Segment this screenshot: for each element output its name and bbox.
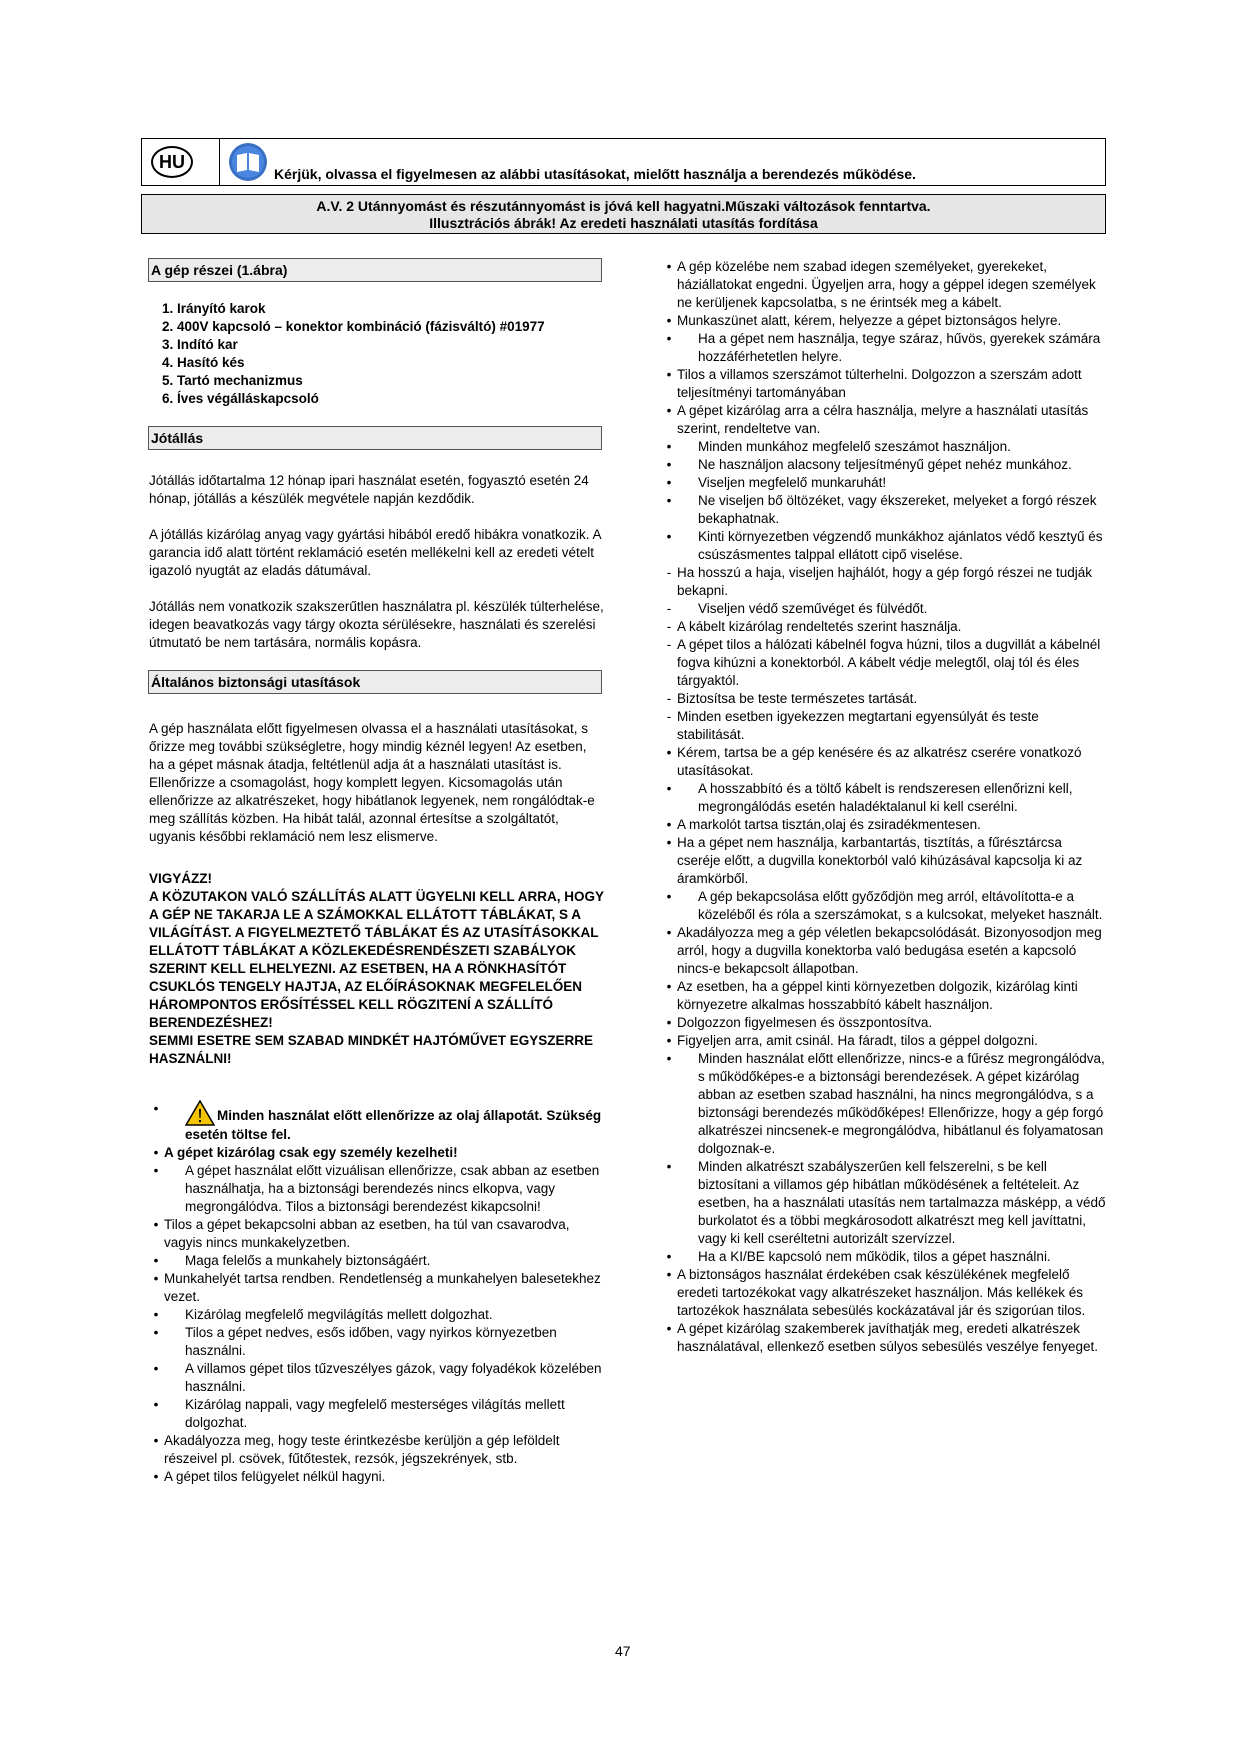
bullet-item (662, 1014, 1107, 1032)
bullet-marker: - (666, 565, 672, 580)
bullet-text: A gép bekapcsolása előtt győződjön meg arról, eltávolította-e a közeléből és róla a szerszámokat, s a kulcsokat, melyeket használt. (698, 889, 1103, 922)
bullet-text: Munkaszünet alatt, kérem, helyezze a gépet biztonságos helyre. (677, 313, 1062, 328)
bullet-item (662, 528, 1107, 564)
bullet-marker: • (153, 1325, 159, 1340)
bullet-text: Kérem, tartsa be a gép kenésére és az alkatrész cserére vonatkozó utasításokat. (677, 745, 1082, 778)
bullet-text: A gépet kizárólag csak egy személy kezelheti! (164, 1145, 458, 1160)
bullet-item (149, 1100, 604, 1144)
bullet-marker: • (666, 1249, 672, 1264)
right-bullet-list (662, 258, 1107, 1356)
bullet-marker: • (666, 493, 672, 508)
parts-list (149, 300, 604, 408)
bullet-text: Ne viseljen bő öltözéket, vagy ékszereket, melyeket a forgó részek bekaphatnak. (698, 493, 1097, 526)
parts-section-title: A gép részei (1.ábra) (148, 258, 602, 282)
bullet-item (149, 1306, 604, 1324)
bullet-marker: - (666, 709, 672, 724)
right-column (662, 258, 1107, 1356)
bullet-marker: - (666, 691, 672, 706)
bullet-text: Viseljen megfelelő munkaruhát! (698, 475, 887, 490)
bullet-marker: • (153, 1217, 159, 1232)
bullet-item (662, 924, 1107, 978)
bullet-marker: • (666, 457, 672, 472)
bullet-marker: • (153, 1253, 159, 1268)
bullet-text: Kizárólag nappali, vagy megfelelő mesterséges világítás mellett dolgozhat. (185, 1397, 565, 1430)
page-number: 47 (615, 1643, 631, 1659)
bullet-item (149, 1252, 604, 1270)
bullet-marker: • (666, 1051, 672, 1066)
bullet-text: Minden használat előtt ellenőrizze, nincs-e a fűrész megrongálódva, s működőképes-e a biztonsági berendezések. A gépet kizárólag abban az esetben szabad használni, ha nincs megrongálódva, s a biztonsági berendezés működőképes! Ellenőrizze, hogy a gép forgó alkatrészei nincsenek-e megrongálódva, hibátlanul és folyamatosan dolgoznak-e. (698, 1051, 1105, 1156)
bullet-marker: • (153, 1163, 159, 1178)
bullet-text: A hosszabbító és a töltő kábelt is rendszeresen ellenőrizni kell, megrongálódás esetén haladéktalanul ki kell cserélni. (698, 781, 1073, 814)
bullet-marker: • (666, 259, 672, 274)
bullet-text: Tilos a villamos szerszámot túlterhelni. Dolgozzon a szerszám adott teljesítményi tartományában (677, 367, 1082, 400)
bullet-item (149, 1360, 604, 1396)
bullet-text: Ha hosszú a haja, viseljen hajhálót, hogy a gép forgó részei ne tudják bekapni. (677, 565, 1093, 598)
bullet-item (662, 1266, 1107, 1320)
bullet-item (149, 1144, 604, 1162)
bullet-text: A villamos gépet tilos tűzveszélyes gázok, vagy folyadékok közelében használni. (185, 1361, 602, 1394)
bullet-text: A biztonságos használat érdekében csak készülékének megfelelő eredeti tartozékokat vagy alkatrészeket használjon. Más kellékek és tartozékok használata sebesülés kockázatával jár és szigorúan tilos. (677, 1267, 1086, 1318)
bullet-text: Tilos a gépet bekapcsolni abban az esetben, ha túl van csavarodva, vagyis nincs munkakelyzetben. (164, 1217, 570, 1250)
bullet-marker: - (666, 619, 672, 634)
bullet-text: Minden munkához megfelelő szeszámot használjon. (698, 439, 1011, 454)
book-icon (228, 142, 268, 182)
bullet-marker: • (153, 1101, 159, 1116)
header-notice-box (141, 138, 1106, 186)
rights-line-2: Illusztrációs ábrák! Az eredeti használati utasítás fordítása (429, 215, 818, 231)
bullet-item (149, 1216, 604, 1252)
bullet-item (662, 564, 1107, 600)
language-badge: HU (151, 146, 193, 178)
bullet-marker: • (666, 781, 672, 796)
bullet-item (662, 1032, 1107, 1050)
parts-list-item: 2. 400V kapcsoló – konektor kombináció (fázisváltó) #01977 (177, 318, 604, 336)
bullet-text: Figyeljen arra, amit csinál. Ha fáradt, tilos a géppel dolgozni. (677, 1033, 1038, 1048)
parts-list-item: 4. Hasító kés (177, 354, 604, 372)
bullet-text: Akadályozza meg a gép véletlen bekapcsolódását. Bizonyosodjon meg arról, hogy a dugvilla konektorba való bedugása esetén a kapcsoló nincs-e bekapcsolt állapotban. (677, 925, 1102, 976)
warranty-paragraph: Jótállás nem vonatkozik szakszerűtlen használatra pl. készülék túlterhelése, idegen beavatkozás vagy tárgy okozta sérülésekre, használati és szerelési útmutató be nem tartására, normális kopásra. (149, 599, 604, 650)
bullet-item (662, 1158, 1107, 1248)
bullet-text: Kizárólag megfelelő megvilágítás mellett dolgozhat. (185, 1307, 493, 1322)
bullet-item (662, 618, 1107, 636)
warranty-section-title: Jótállás (148, 426, 602, 450)
bullet-item (662, 816, 1107, 834)
bullet-item (149, 1270, 604, 1306)
bullet-text: A gépet kizárólag arra a célra használja, melyre a használati utasítás szerint, rendeltetve van. (677, 403, 1089, 436)
bullet-marker: • (666, 331, 672, 346)
bullet-item (662, 744, 1107, 780)
left-column (149, 258, 604, 1486)
bullet-item (662, 474, 1107, 492)
bullet-text: Biztosítsa be teste természetes tartását. (677, 691, 918, 706)
bullet-item (662, 600, 1107, 618)
read-instructions-notice: Kérjük, olvassa el figyelmesen az alábbi utasításokat, mielőtt használja a berendezés működése. (274, 166, 916, 182)
bullet-marker: • (153, 1307, 159, 1322)
bullet-text: A gépet használat előtt vizuálisan ellenőrizze, csak abban az esetben használhatja, ha a biztonsági berendezés nincs elkopva, vagy megrongálódva. Tilos a biztonsági berendezést kikapcsolni! (185, 1163, 600, 1214)
bullet-item (662, 456, 1107, 474)
bullet-item (662, 636, 1107, 690)
bullet-text: A gépet kizárólag szakemberek javíthatják meg, eredeti alkatrészek használatával, ellenkező esetben súlyos sebesülés veszélye fenyeget. (677, 1321, 1099, 1354)
bullet-text: Minden esetben igyekezzen megtartani egyensúlyát és teste stabilitását. (677, 709, 1039, 742)
bullet-item (662, 312, 1107, 330)
bullet-item (662, 708, 1107, 744)
bullet-marker: - (666, 637, 672, 652)
bullet-marker: • (666, 835, 672, 850)
bullet-item (662, 330, 1107, 366)
bullet-marker: • (666, 925, 672, 940)
bullet-marker: • (666, 889, 672, 904)
bullet-item (662, 438, 1107, 456)
warranty-paragraph: A jótállás kizárólag anyag vagy gyártási hibából eredő hibákra vonatkozik. A garancia idő alatt történt reklamáció esetén mellékelni kell az eredeti vételt igazoló nyugtát az eladás dátumával. (149, 527, 601, 578)
bullet-marker: • (666, 979, 672, 994)
bullet-marker: • (153, 1145, 159, 1160)
bullet-item (662, 978, 1107, 1014)
bullet-item (662, 1320, 1107, 1356)
bullet-text: Ne használjon alacsony teljesítményű gépet nehéz munkához. (698, 457, 1072, 472)
bullet-text: A kábelt kizárólag rendeltetés szerint használja. (677, 619, 962, 634)
bullet-item (662, 366, 1107, 402)
warning-text: A KÖZUTAKON VALÓ SZÁLLÍTÁS ALATT ÜGYELNI KELL ARRA, HOGY A GÉP NE TAKARJA LE A SZÁMOKKAL ELLÁTOTT TÁBLÁKAT, S A VILÁGÍTÁST. A FIGYELMEZTETŐ TÁBLÁKAT ÉS AZ UTASÍTÁSOKKAL ELLÁTOTT TÁBLÁKAT A KÖZLEKEDÉSRENDÉSZETI SZABÁLYOK SZERINT KELL ELHELYEZNI. AZ ESETBEN, HA A RÖNKHASÍTÓT CSUKLÓS TENGELY HAJTJA, AZ ELŐÍRÁSOKNAK MEGFELELŐEN HÁROMPONTOS ERŐSÍTÉSSEL KELL RÖGZITENÍ A SZÁLLÍTÓ BERENDEZÉSHEZ! (149, 889, 604, 1030)
bullet-item (149, 1396, 604, 1432)
bullet-text: Az esetben, ha a géppel kinti környezetben dolgozik, kizárólag kinti környezetre alkalmas hosszabbító kábelt használjon. (677, 979, 1078, 1012)
bullet-marker: • (666, 475, 672, 490)
bullet-text: Kinti környezetben végzendő munkákhoz ajánlatos védő kesztyű és csúszásmentes talppal ellátott cipő viselése. (698, 529, 1103, 562)
bullet-marker: • (153, 1271, 159, 1286)
bullet-item (662, 402, 1107, 438)
rights-line-1: A.V. 2 Utánnyomást és részutánnyomást is jóvá kell hagyatni.Műszaki változások fenntartva. (316, 198, 931, 214)
warning-triangle-icon (185, 1100, 215, 1126)
bullet-marker: • (666, 1015, 672, 1030)
bullet-marker: • (666, 1033, 672, 1048)
bullet-marker: • (666, 1321, 672, 1336)
bullet-item (149, 1432, 604, 1468)
bullet-text: Viseljen védő szeművéget és fülvédőt. (698, 601, 928, 616)
bullet-marker: • (666, 1267, 672, 1282)
bullet-item (149, 1324, 604, 1360)
bullet-marker: • (666, 817, 672, 832)
bullet-text: Ha a gépet nem használja, karbantartás, tisztítás, a fűrésztárcsa cseréje előtt, a dugvilla konektorból való kihúzásával kapcsolja ki az áramkörből. (677, 835, 1083, 886)
warning-title: VIGYÁZZ! (149, 871, 212, 886)
safety-section-title: Általános biztonsági utasítások (148, 670, 602, 694)
rights-box (141, 194, 1106, 234)
bullet-text: Minden alkatrészt szabályszerűen kell felszerelni, s be kell biztosítani a villamos gép hibátlan működésének a feltételeit. Az esetben, ha a használati utasítás nem tartalmazza másképp, a védő burkolatot és a többi megkárosodott alkatrészt meg kell javíttatni, vagy ki kell cseréltetni autorizált szervízzel. (698, 1159, 1106, 1246)
warning-text-2: SEMMI ESETRE SEM SZABAD MINDKÉT HAJTÓMŰVET EGYSZERRE HASZNÁLNI! (149, 1033, 594, 1066)
bullet-marker: - (666, 601, 672, 616)
parts-list-item: 3. Indító kar (177, 336, 604, 354)
bullet-item (662, 258, 1107, 312)
left-bullet-list (149, 1100, 604, 1486)
bullet-marker: • (153, 1469, 159, 1484)
parts-list-item: 5. Tartó mechanizmus (177, 372, 604, 390)
bullet-item (662, 1248, 1107, 1266)
bullet-marker: • (666, 529, 672, 544)
bullet-text: A markolót tartsa tisztán,olaj és zsiradékmentesen. (677, 817, 981, 832)
bullet-marker: • (153, 1361, 159, 1376)
bullet-marker: • (666, 367, 672, 382)
bullet-marker: • (666, 313, 672, 328)
warning-block (149, 870, 604, 1068)
bullet-item (662, 1050, 1107, 1158)
bullet-text: Ha a gépet nem használja, tegye száraz, hűvös, gyerekek számára hozzáférhetetlen helyre. (698, 331, 1101, 364)
bullet-text: Tilos a gépet nedves, esős időben, vagy nyirkos környezetben használni. (185, 1325, 557, 1358)
bullet-marker: • (666, 1159, 672, 1174)
bullet-text: Ha a KI/BE kapcsoló nem működik, tilos a gépet használni. (698, 1249, 1051, 1264)
bullet-text: Minden használat előtt ellenőrizze az olaj állapotát. Szükség esetén töltse fel. (185, 1108, 602, 1142)
bullet-item (662, 780, 1107, 816)
language-cell (142, 139, 220, 185)
bullet-item (662, 690, 1107, 708)
bullet-text: A gépet tilos a hálózati kábelnél fogva húzni, tilos a dugvillát a kábelnél fogva kihúzni a konektorból. A kábelt védje melegtől, olaj tól és éles tárgyaktól. (677, 637, 1101, 688)
bullet-text: Akadályozza meg, hogy teste érintkezésbe kerüljön a gép leföldelt részeivel pl. csövek, fűtőtestek, rezsók, jégszekrények, stb. (164, 1433, 560, 1466)
bullet-marker: • (153, 1397, 159, 1412)
bullet-text: A gépet tilos felügyelet nélkül hagyni. (164, 1469, 386, 1484)
bullet-text: Dolgozzon figyelmesen és összpontosítva. (677, 1015, 933, 1030)
safety-intro: A gép használata előtt figyelmesen olvassa el a használati utasításokat, s őrizze meg további szükségletre, hogy mindig kéznél legyen! Az esetben, ha a gépet másnak átadja, feltétlenül adja át a használati utasítást is. Ellenőrizze a csomagolást, hogy komplett legyen. Kicsomagolás után ellenőrizze az alkatrészeket, hogy hibátlanok legyenek, nem rongálódtak-e meg szállítás közben. Ha hibát talál, azonnal értesítse a szolgáltatót, ugyanis későbbi reklamáció nem lesz elismerve. (149, 721, 595, 844)
warranty-paragraph: Jótállás időtartalma 12 hónap ipari használat esetén, fogyasztó esetén 24 hónap, jótállás a készülék megvétele napján kezdődik. (149, 473, 589, 506)
bullet-text: Munkahelyét tartsa rendben. Rendetlenség a munkahelyen balesetekhez vezet. (164, 1271, 601, 1304)
bullet-item (149, 1468, 604, 1486)
parts-list-item: 1. Irányító karok (177, 300, 604, 318)
parts-list-item: 6. Íves végálláskapcsoló (177, 390, 604, 408)
bullet-marker: • (666, 439, 672, 454)
bullet-marker: • (666, 745, 672, 760)
bullet-item (149, 1162, 604, 1216)
bullet-text: A gép közelébe nem szabad idegen személyeket, gyerekeket, háziállatokat engedni. Ügyeljen arra, hogy a géppel idegen személyek ne kerüljenek kapcsolatba, s ne érintsék meg a kábelt. (677, 259, 1096, 310)
bullet-item (662, 888, 1107, 924)
bullet-marker: • (153, 1433, 159, 1448)
bullet-item (662, 492, 1107, 528)
bullet-text: Maga felelős a munkahely biztonságáért. (185, 1253, 431, 1268)
bullet-marker: • (666, 403, 672, 418)
bullet-item (662, 834, 1107, 888)
